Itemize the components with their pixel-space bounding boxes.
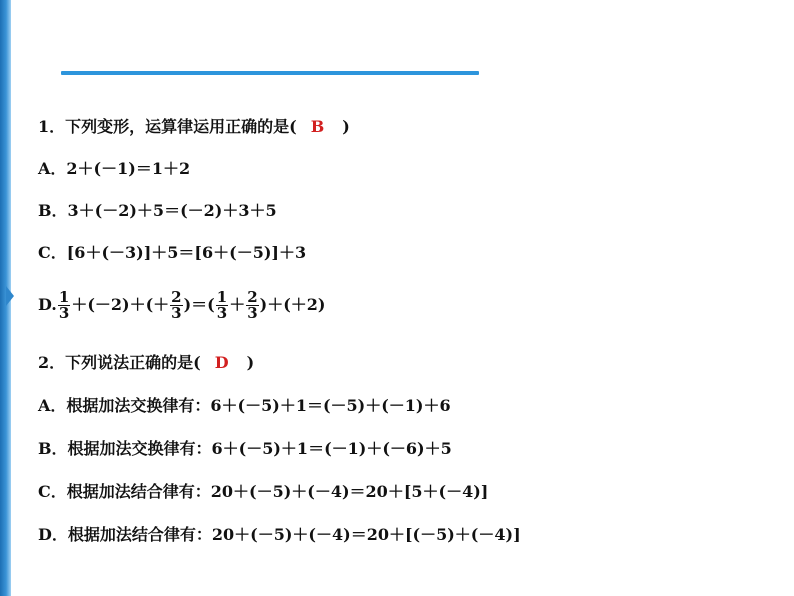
- question-1-option-b: B．3＋(－2)＋5＝(－2)＋3＋5: [38, 201, 277, 220]
- title-underline: [61, 71, 479, 75]
- question-2-stem: 2．下列说法正确的是( D ): [38, 353, 255, 372]
- question-1-answer: B: [310, 117, 325, 136]
- fraction: $\frac{1}{3}$: [58, 288, 70, 322]
- question-2-option-b: B．根据加法交换律有：6＋(－5)＋1＝(－1)＋(－6)＋5: [38, 439, 452, 458]
- fraction: $\frac{1}{3}$: [216, 288, 228, 322]
- question-1-option-c: C．[6＋(－3)]＋5＝[6＋(－5)]＋3: [38, 243, 307, 262]
- question-2-option-c: C．根据加法结合律有：20＋(－5)＋(－4)＝20＋[5＋(－4)]: [38, 482, 489, 501]
- question-1-stem: 1．下列变形，运算律运用正确的是( B ): [38, 117, 350, 136]
- question-2-option-d: D．根据加法结合律有：20＋(－5)＋(－4)＝20＋[(－5)＋(－4)]: [38, 525, 521, 544]
- question-2-answer: D: [214, 353, 229, 372]
- fraction: $\frac{2}{3}$: [171, 288, 182, 322]
- question-2-option-a: A．根据加法交换律有：6＋(－5)＋1＝(－5)＋(－1)＋6: [38, 396, 451, 415]
- fraction: $\frac{2}{3}$: [247, 288, 258, 322]
- question-1-option-a: A．2＋(－1)＝1＋2: [38, 159, 191, 178]
- side-arrow-icon: [6, 286, 14, 306]
- question-1-option-d: D. $\frac{1}{3}$ ＋(－2)＋(＋ $\frac{2}{3}$ )＝( $\frac{1}{3}$ ＋ $\frac{2}{3}$ )＋(＋2): [38, 288, 326, 322]
